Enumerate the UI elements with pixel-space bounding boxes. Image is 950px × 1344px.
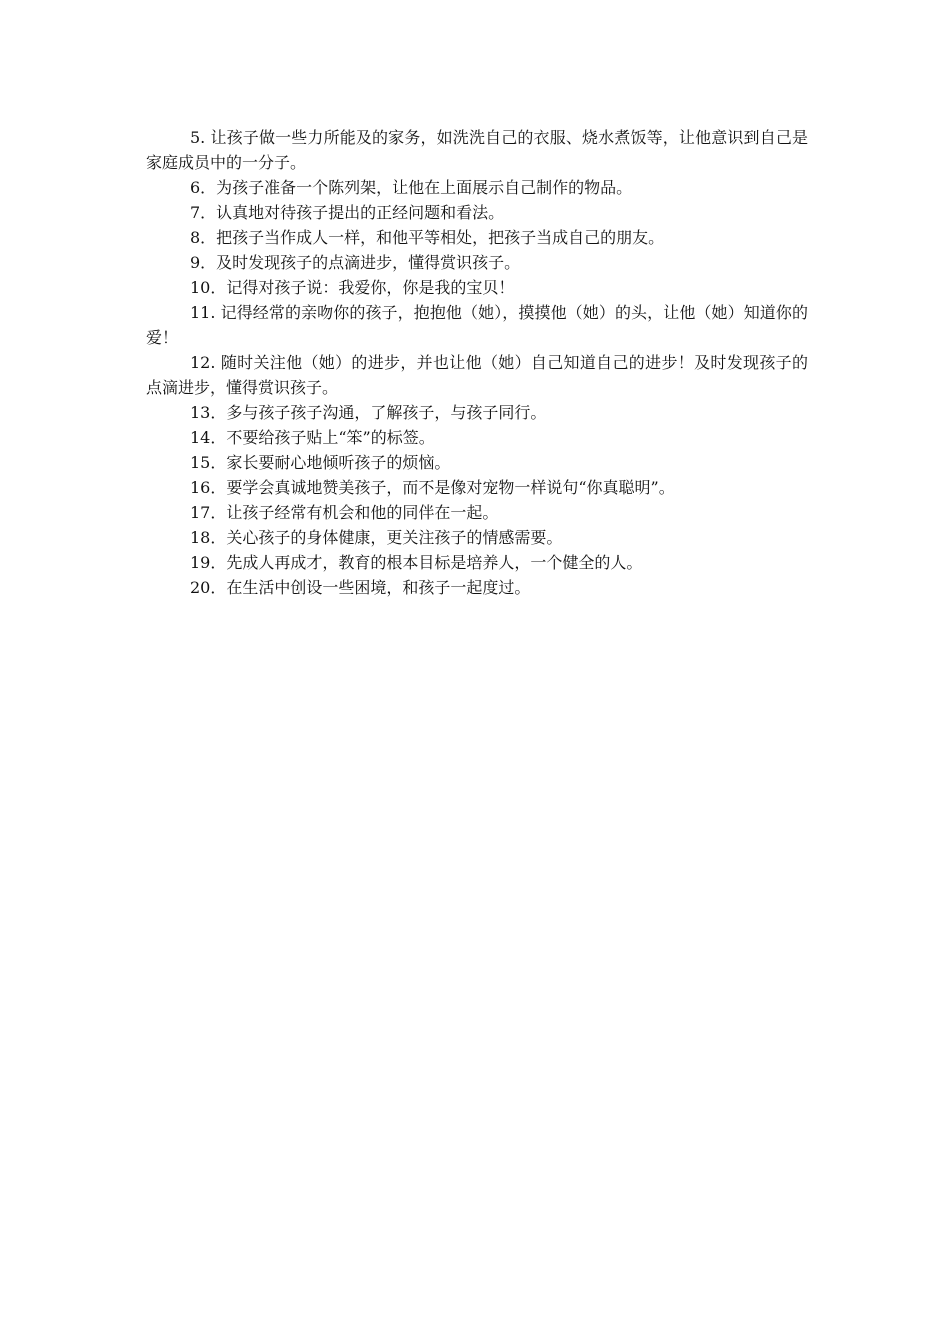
list-item-6: 6．为孩子准备一个陈列架，让他在上面展示自己制作的物品。	[190, 178, 633, 197]
list-item-18: 18．关心孩子的身体健康，更关注孩子的情感需要。	[190, 528, 563, 547]
list-item-12: 12. 随时关注他（她）的进步，并也让他（她）自己知道自己的进步！及时发现孩子的点滴进步，懂得赏识孩子。	[146, 353, 808, 397]
list-item-9: 9．及时发现孩子的点滴进步，懂得赏识孩子。	[190, 253, 521, 272]
list-item-19: 19．先成人再成才，教育的根本目标是培养人，一个健全的人。	[190, 553, 643, 572]
list-item-5: 5. 让孩子做一些力所能及的家务，如洗洗自己的衣服、烧水煮饭等，让他意识到自己是家庭成员中的一分子。	[146, 128, 808, 172]
list-item-16: 16．要学会真诚地赞美孩子，而不是像对宠物一样说句“你真聪明”。	[190, 478, 675, 497]
document-body	[146, 125, 808, 600]
list-item-10: 10．记得对孩子说：我爱你，你是我的宝贝！	[190, 278, 515, 297]
list-item-7: 7．认真地对待孩子提出的正经问题和看法。	[190, 203, 505, 222]
list-item-20: 20．在生活中创设一些困境，和孩子一起度过。	[190, 578, 531, 597]
list-item-13: 13．多与孩子孩子沟通，了解孩子，与孩子同行。	[190, 403, 547, 422]
list-item-15: 15．家长要耐心地倾听孩子的烦恼。	[190, 453, 451, 472]
list-item-17: 17．让孩子经常有机会和他的同伴在一起。	[190, 503, 499, 522]
list-item-14: 14．不要给孩子贴上“笨”的标签。	[190, 428, 435, 447]
list-item-8: 8．把孩子当作成人一样，和他平等相处，把孩子当成自己的朋友。	[190, 228, 665, 247]
list-item-11: 11. 记得经常的亲吻你的孩子，抱抱他（她），摸摸他（她）的头，让他（她）知道你的爱！	[146, 303, 808, 347]
